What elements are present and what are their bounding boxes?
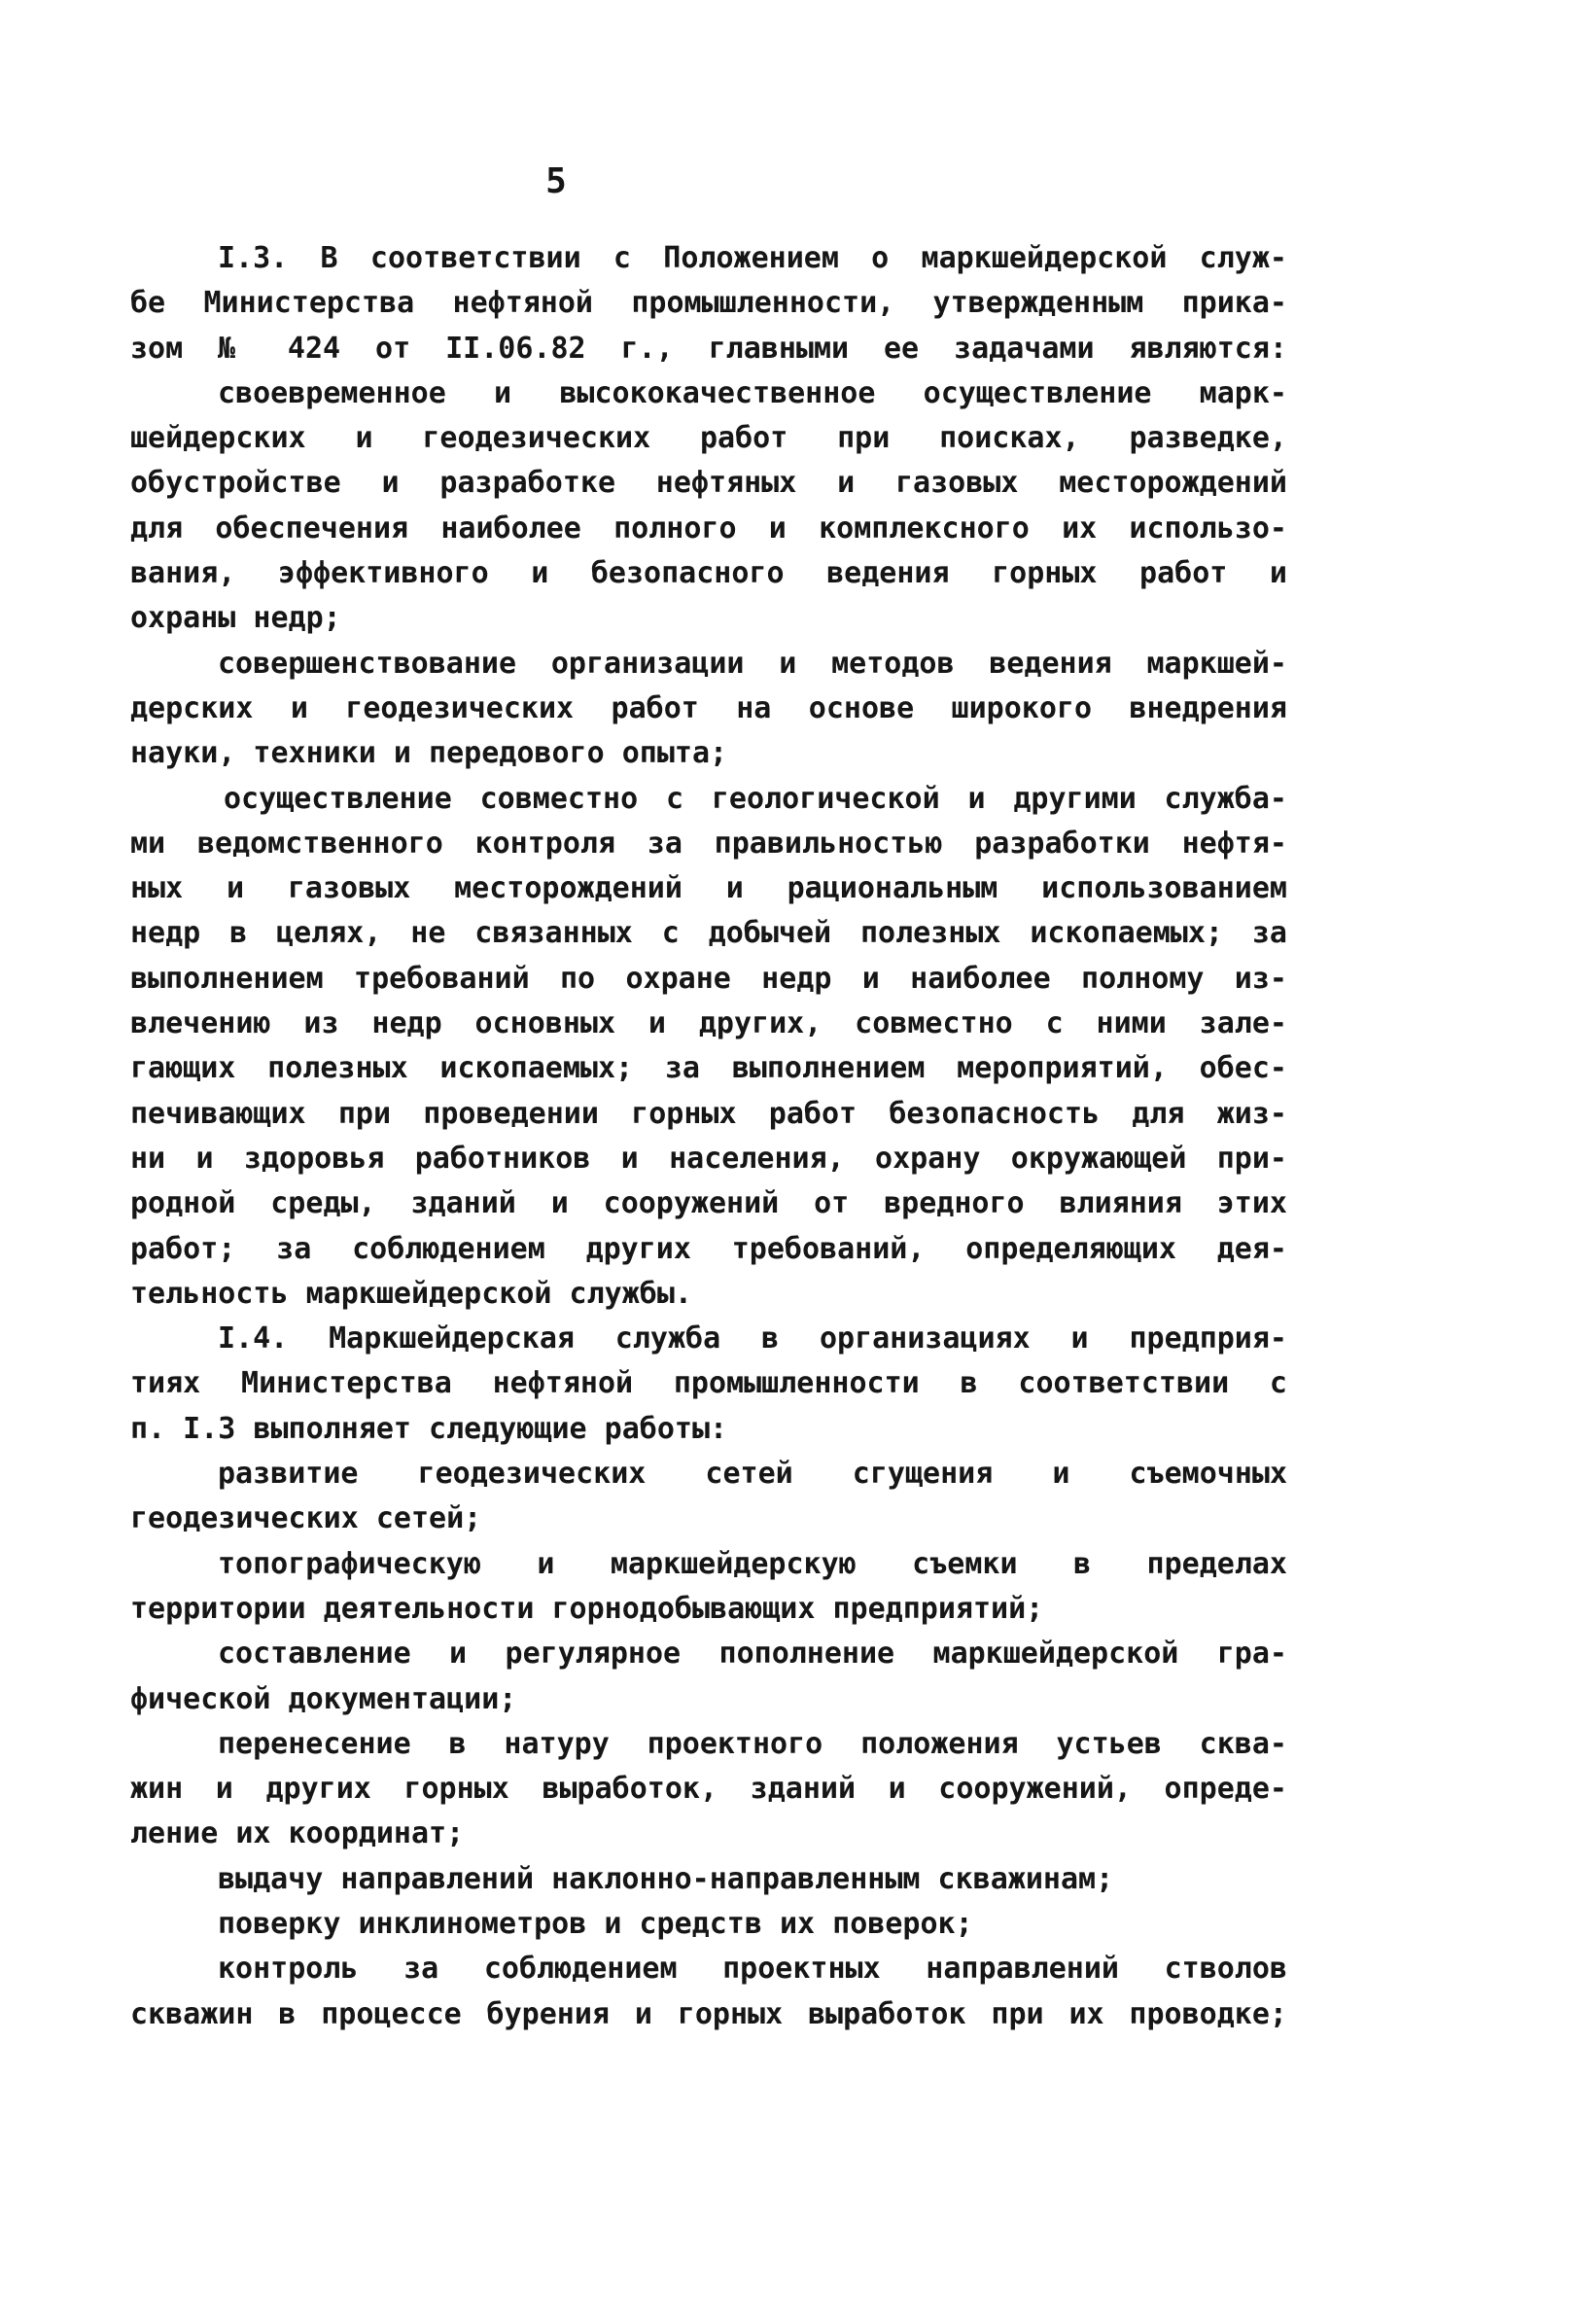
text-line: ми ведомственного контроля за правильностью разработки нефтя- [130, 826, 1287, 861]
text-line: шейдерских и геодезических работ при поисках, разведке, [130, 421, 1287, 456]
text-line: печивающих при проведении горных работ безопасность для жиз- [130, 1096, 1287, 1131]
text-line: осуществление совместно с геологической и другими служба- [224, 781, 1287, 816]
text-line: геодезических сетей; [130, 1501, 482, 1536]
text-line: родной среды, зданий и сооружений от вредного влияния этих [130, 1186, 1287, 1221]
text-line: территории деятельности горнодобывающих предприятий; [130, 1591, 1044, 1626]
text-line: ных и газовых месторождений и рациональным использованием [130, 871, 1287, 906]
text-line: зом № 424 от II.06.82 г., главными ее задачами являются: [130, 331, 1287, 366]
text-line: тельность маркшейдерской службы. [130, 1276, 692, 1311]
text-line: для обеспечения наиболее полного и комплексного их использо- [130, 511, 1287, 546]
text-line: составление и регулярное пополнение маркшейдерской гра- [218, 1637, 1287, 1672]
text-line: совершенствование организации и методов ведения маркшей- [218, 646, 1287, 681]
page-number: 5 [545, 161, 567, 201]
text-line: вания, эффективного и безопасного ведения горных работ и [130, 556, 1287, 591]
text-line: влечению из недр основных и других, совместно с ними зале- [130, 1006, 1287, 1041]
text-line: бе Министерства нефтяной промышленности, утвержденным прика- [130, 286, 1287, 321]
document-body [130, 236, 1287, 2037]
text-line: выполнением требований по охране недр и наиболее полному из- [130, 961, 1287, 996]
text-line: выдачу направлений наклонно-направленным скважинам; [218, 1861, 1114, 1896]
text-line: поверку инклинометров и средств их поверок; [218, 1906, 973, 1941]
text-line: недр в целях, не связанных с добычей полезных ископаемых; за [130, 916, 1287, 951]
text-line: работ; за соблюдением других требований, определяющих дея- [130, 1231, 1287, 1266]
text-line: перенесение в натуру проектного положения устьев сква- [218, 1726, 1287, 1761]
text-line: жин и других горных выработок, зданий и сооружений, опреде- [130, 1772, 1287, 1807]
text-line: фической документации; [130, 1681, 517, 1716]
text-line: ни и здоровья работников и населения, охрану окружающей при- [130, 1141, 1287, 1176]
text-line: п. I.3 выполняет следующие работы: [130, 1411, 728, 1446]
text-line: гающих полезных ископаемых; за выполнением мероприятий, обес- [130, 1051, 1287, 1086]
text-line: охраны недр; [130, 601, 341, 636]
text-line: топографическую и маркшейдерскую съемки в пределах [218, 1546, 1287, 1581]
text-line: I.3. В соответствии с Положением о маркшейдерской служ- [218, 241, 1287, 275]
text-line: науки, техники и передового опыта; [130, 736, 728, 771]
text-line: скважин в процессе бурения и горных выработок при их проводке; [130, 1996, 1287, 2031]
text-line: тиях Министерства нефтяной промышленности в соответствии с [130, 1366, 1287, 1401]
text-line: своевременное и высококачественное осуществление марк- [218, 375, 1287, 410]
text-line: обустройстве и разработке нефтяных и газовых месторождений [130, 466, 1287, 501]
text-line: I.4. Маркшейдерская служба в организациях и предприя- [218, 1321, 1287, 1356]
text-line: ление их координат; [130, 1816, 465, 1851]
text-line: развитие геодезических сетей сгущения и съемочных [218, 1457, 1287, 1492]
text-line: контроль за соблюдением проектных направлений стволов [218, 1952, 1287, 1987]
text-line: дерских и геодезических работ на основе широкого внедрения [130, 690, 1287, 725]
